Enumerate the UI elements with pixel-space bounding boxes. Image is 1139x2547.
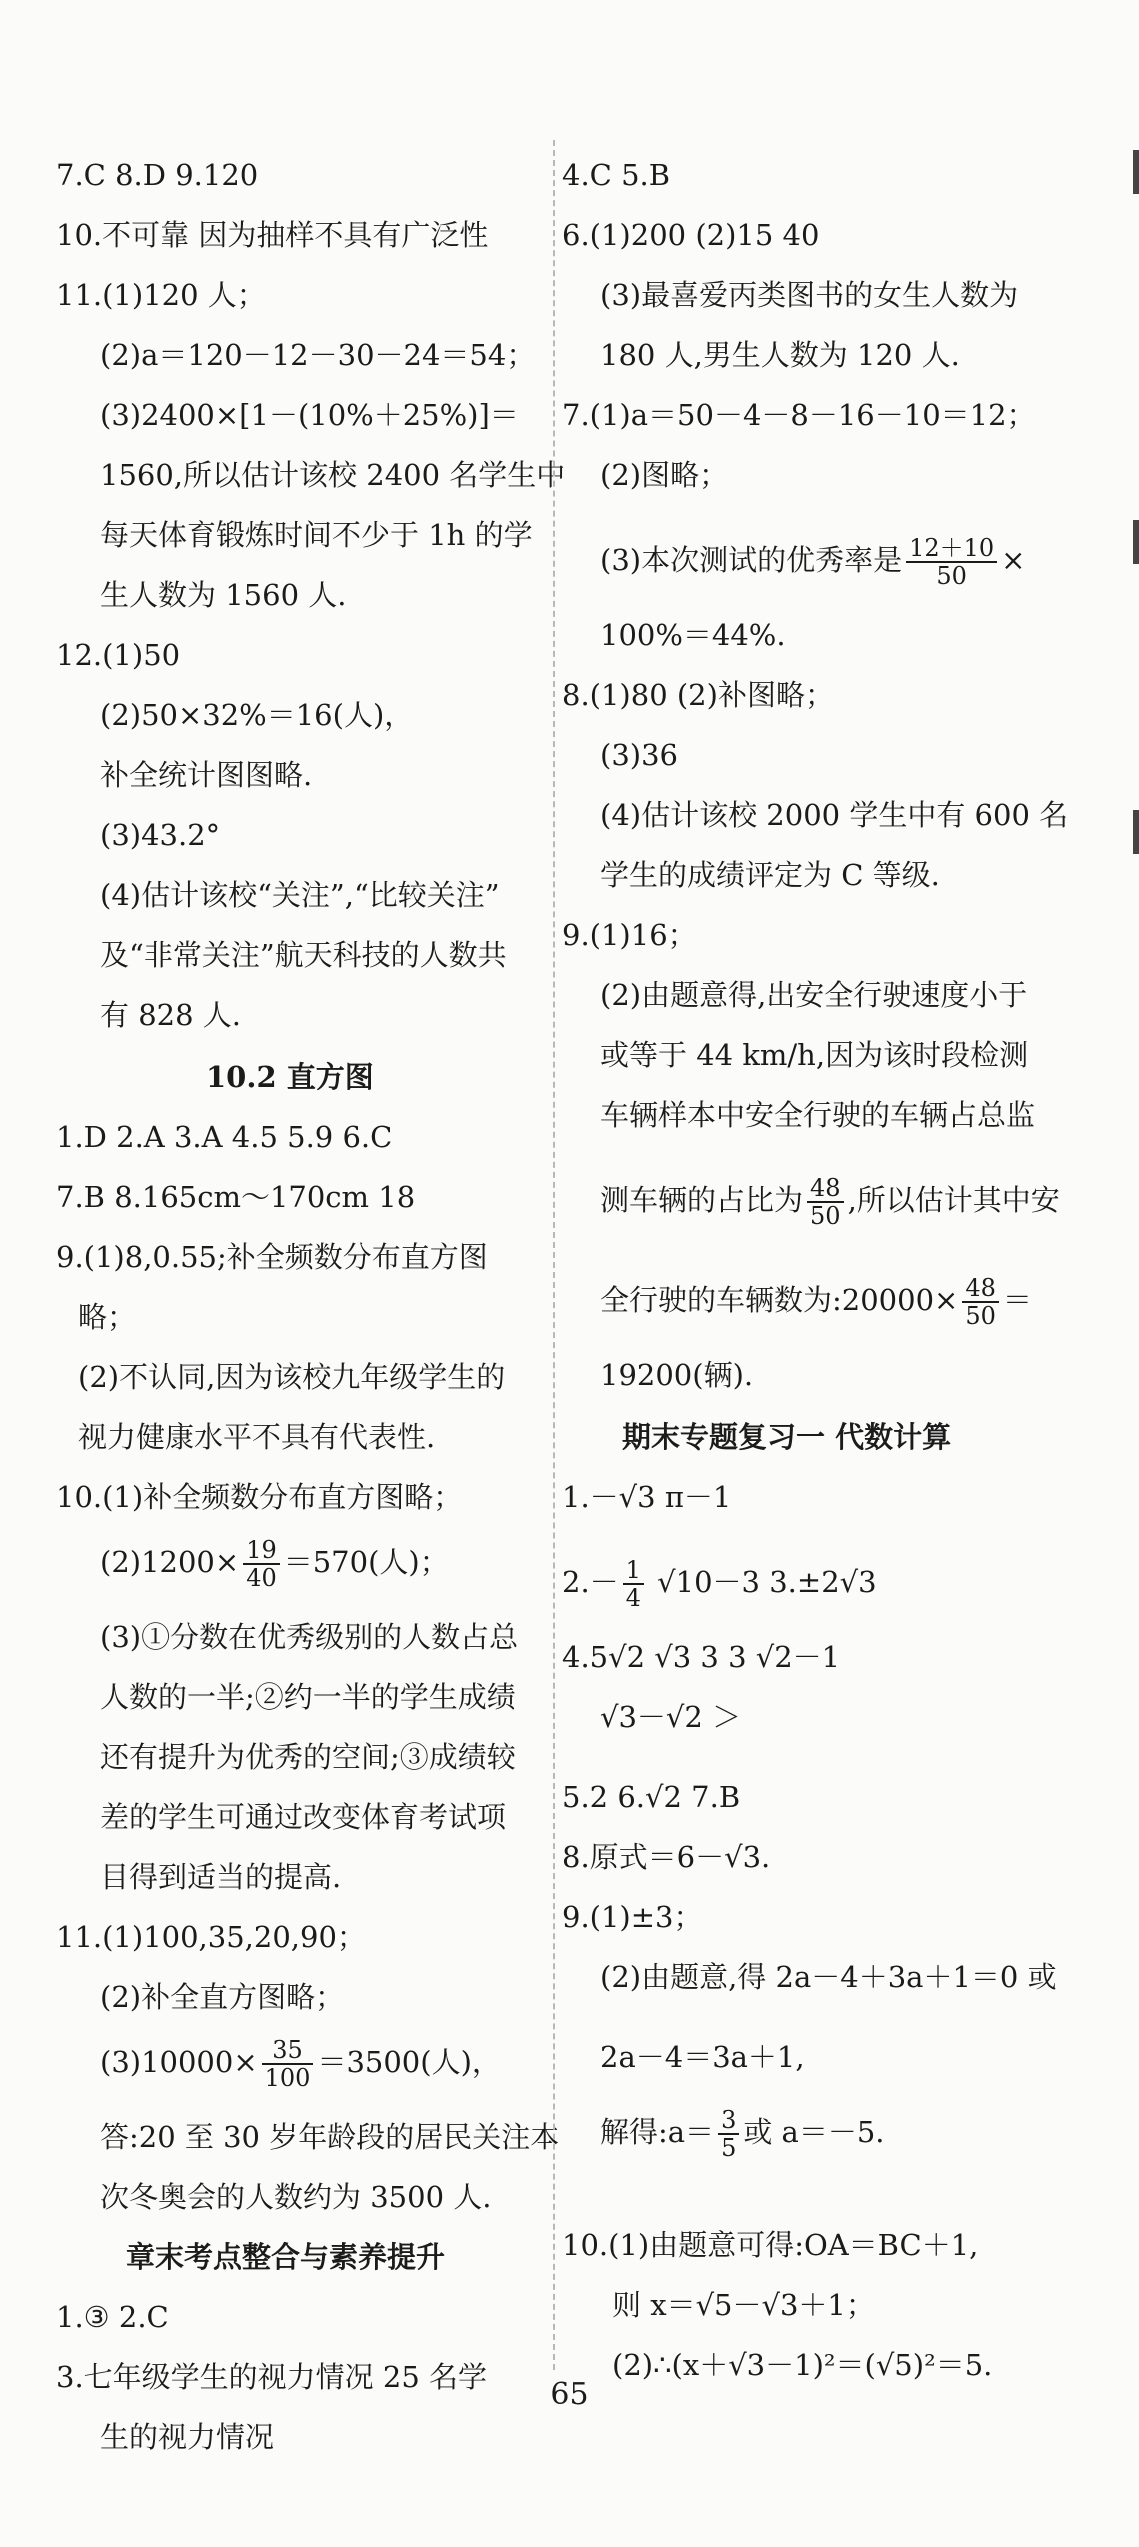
answer-line: 11.(1)120 人； bbox=[56, 278, 266, 312]
fraction-numerator: 12＋10 bbox=[906, 535, 997, 563]
edge-mark bbox=[1133, 520, 1139, 564]
answer-line: 目得到适当的提高. bbox=[100, 1860, 342, 1894]
answer-line: 180 人,男生人数为 120 人. bbox=[600, 338, 960, 372]
answer-line: (2)∴(x＋√3－1)²＝(√5)²＝5. bbox=[612, 2348, 993, 2382]
column-divider bbox=[553, 140, 555, 2370]
answer-line: √3－√2 ＞ bbox=[600, 1700, 742, 1734]
answer-line: 10.(1)补全频数分布直方图略； bbox=[56, 1480, 463, 1514]
fraction-suffix: ＝3500(人)， bbox=[317, 2045, 501, 2079]
fraction-prefix: (2)1200× bbox=[100, 1545, 240, 1579]
answer-line: (3)最喜爱丙类图书的女生人数为 bbox=[600, 278, 1019, 312]
fraction-denominator: 5 bbox=[721, 2134, 737, 2162]
edge-mark bbox=[1133, 810, 1139, 854]
fraction-numerator: 19 bbox=[243, 1537, 280, 1565]
answer-line: 及“非常关注”航天科技的人数共 bbox=[100, 938, 507, 972]
answer-line: 7.B 8.165cm～170cm 18 bbox=[56, 1180, 416, 1214]
answer-line: 10.不可靠 因为抽样不具有广泛性 bbox=[56, 218, 489, 252]
fraction-prefix: (3)10000× bbox=[100, 2045, 258, 2079]
answer-line: 1.－√3 π－1 bbox=[562, 1480, 732, 1514]
fraction bbox=[243, 1537, 280, 1591]
answer-line: (2)不认同,因为该校九年级学生的 bbox=[78, 1360, 506, 1394]
answer-line: (3)43.2° bbox=[100, 818, 221, 852]
fraction-numerator: 48 bbox=[962, 1275, 999, 1303]
answer-line: 11.(1)100,35,20,90； bbox=[56, 1920, 366, 1954]
answer-line: 有 828 人. bbox=[100, 998, 242, 1032]
fraction bbox=[718, 2107, 739, 2161]
fraction-prefix: 测车辆的占比为 bbox=[600, 1183, 804, 1217]
fraction-denominator: 50 bbox=[810, 1202, 841, 1230]
answer-line: 8.原式＝6－√3. bbox=[562, 1840, 771, 1874]
answer-line: 3.七年级学生的视力情况 25 名学 bbox=[56, 2360, 488, 2394]
answer-line: 1.③ 2.C bbox=[56, 2300, 169, 2334]
answer-line: 100%＝44%. bbox=[600, 618, 786, 652]
answer-line: 10.(1)由题意可得:OA＝BC＋1, bbox=[562, 2228, 979, 2262]
fraction-suffix: ＝570(人)； bbox=[283, 1545, 449, 1579]
answer-line: 9.(1)16； bbox=[562, 918, 697, 952]
answer-line: 视力健康水平不具有代表性. bbox=[78, 1420, 436, 1454]
answer-line: 6.(1)200 (2)15 40 bbox=[562, 218, 820, 252]
section-heading: 10.2 直方图 bbox=[206, 1060, 374, 1094]
section-heading: 期末专题复习一 代数计算 bbox=[622, 1420, 952, 1454]
fraction bbox=[906, 535, 997, 589]
fraction-denominator: 50 bbox=[936, 562, 967, 590]
answer-line: 4.5√2 √3 3 3 √2－1 bbox=[562, 1640, 841, 1674]
answer-line: (3)36 bbox=[600, 738, 678, 772]
fraction bbox=[262, 2037, 314, 2091]
answer-line: (4)估计该校“关注”,“比较关注” bbox=[100, 878, 500, 912]
answer-line: (2)50×32%＝16(人)， bbox=[100, 698, 414, 732]
answer-line: (2)a＝120－12－30－24＝54； bbox=[100, 338, 536, 372]
edge-mark bbox=[1133, 150, 1139, 194]
fraction-suffix: ＝ bbox=[1002, 1283, 1032, 1317]
answer-line: 则 x＝√5－√3＋1； bbox=[612, 2288, 875, 2322]
answer-line: (3)①分数在优秀级别的人数占总 bbox=[100, 1620, 519, 1654]
answer-line: 2a－4＝3a＋1, bbox=[600, 2040, 805, 2074]
answer-line-fraction bbox=[600, 1175, 1060, 1229]
answer-line: (3)2400×[1－(10%＋25%)]＝ bbox=[100, 398, 519, 432]
answer-line: 9.(1)±3； bbox=[562, 1900, 703, 1934]
answer-line: 学生的成绩评定为 C 等级. bbox=[600, 858, 940, 892]
fraction-numerator: 1 bbox=[623, 1557, 644, 1585]
answer-line: (2)由题意,得 2a－4＋3a＋1＝0 或 bbox=[600, 1960, 1057, 1994]
answer-line: 补全统计图图略. bbox=[100, 758, 313, 792]
fraction-suffix: × bbox=[1001, 543, 1026, 577]
fraction-suffix: 或 a＝－5. bbox=[743, 2115, 885, 2149]
answer-line-fraction bbox=[600, 535, 1025, 589]
answer-line: 差的学生可通过改变体育考试项 bbox=[100, 1800, 507, 1834]
answer-line: 12.(1)50 bbox=[56, 638, 181, 672]
fraction bbox=[623, 1557, 644, 1611]
answer-line: (2)由题意得,出安全行驶速度小于 bbox=[600, 978, 1028, 1012]
answer-line: 车辆样本中安全行驶的车辆占总监 bbox=[600, 1098, 1036, 1132]
fraction-denominator: 40 bbox=[246, 1564, 277, 1592]
fraction-prefix: 解得:a＝ bbox=[600, 2115, 715, 2149]
answer-line-fraction bbox=[100, 1537, 449, 1591]
fraction-prefix: (3)本次测试的优秀率是 bbox=[600, 543, 903, 577]
fraction-prefix: 全行驶的车辆数为:20000× bbox=[600, 1283, 959, 1317]
answer-line: 生的视力情况 bbox=[100, 2420, 275, 2454]
fraction-numerator: 35 bbox=[262, 2037, 314, 2065]
fraction-suffix: ,所以估计其中安 bbox=[847, 1183, 1060, 1217]
fraction-suffix: √10－3 3.±2√3 bbox=[647, 1565, 877, 1599]
answer-line: 5.2 6.√2 7.B bbox=[562, 1780, 741, 1814]
answer-line: 8.(1)80 (2)补图略； bbox=[562, 678, 834, 712]
answer-line-fraction bbox=[600, 1275, 1032, 1329]
fraction-denominator: 4 bbox=[625, 1584, 641, 1612]
fraction bbox=[962, 1275, 999, 1329]
fraction-denominator: 50 bbox=[965, 1302, 996, 1330]
section-heading: 章末考点整合与素养提升 bbox=[126, 2240, 446, 2274]
answer-line: 1.D 2.A 3.A 4.5 5.9 6.C bbox=[56, 1120, 393, 1154]
answer-line: 人数的一半;②约一半的学生成绩 bbox=[100, 1680, 516, 1714]
answer-line: 19200(辆). bbox=[600, 1358, 754, 1392]
fraction-numerator: 48 bbox=[807, 1175, 844, 1203]
fraction-denominator: 100 bbox=[264, 2064, 311, 2092]
answer-line: 答:20 至 30 岁年龄段的居民关注本 bbox=[100, 2120, 560, 2154]
fraction bbox=[807, 1175, 844, 1229]
answer-line: 7.C 8.D 9.120 bbox=[56, 158, 259, 192]
answer-line: 4.C 5.B bbox=[562, 158, 671, 192]
answer-line-fraction bbox=[100, 2037, 501, 2091]
fraction-prefix: 2.－ bbox=[562, 1565, 619, 1599]
answer-line: 生人数为 1560 人. bbox=[100, 578, 347, 612]
answer-line: 9.(1)8,0.55;补全频数分布直方图 bbox=[56, 1240, 488, 1274]
answer-line: 或等于 44 km/h,因为该时段检测 bbox=[600, 1038, 1029, 1072]
answer-line: 次冬奥会的人数约为 3500 人. bbox=[100, 2180, 492, 2214]
answer-line: 每天体育锻炼时间不少于 1h 的学 bbox=[100, 518, 533, 552]
answer-line: (2)补全直方图略； bbox=[100, 1980, 345, 2014]
answer-line: 略； bbox=[78, 1300, 137, 1334]
answer-line: 1560,所以估计该校 2400 名学生中 bbox=[100, 458, 566, 492]
page-number: 65 bbox=[550, 2377, 589, 2412]
answer-line: (4)估计该校 2000 学生中有 600 名 bbox=[600, 798, 1069, 832]
answer-line-fraction bbox=[600, 2107, 885, 2161]
answer-line: (2)图略； bbox=[600, 458, 729, 492]
answer-line: 7.(1)a＝50－4－8－16－10＝12； bbox=[562, 398, 1036, 432]
answer-line: 还有提升为优秀的空间;③成绩较 bbox=[100, 1740, 516, 1774]
fraction-numerator: 3 bbox=[718, 2107, 739, 2135]
answer-line-fraction bbox=[562, 1557, 877, 1611]
